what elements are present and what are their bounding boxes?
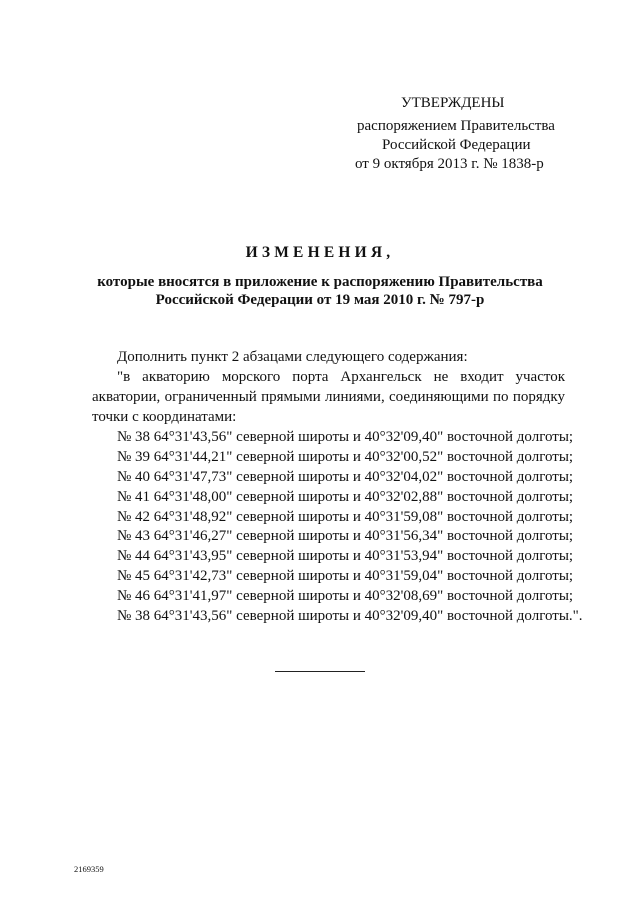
coordinate-line: № 46 64°31'41,97" северной широты и 40°32'08,69" восточной долготы; [117, 588, 574, 604]
coordinate-line: № 45 64°31'42,73" северной широты и 40°31'59,04" восточной долготы; [117, 568, 574, 584]
paragraph-line-3: точки с координатами: [92, 409, 237, 425]
approval-line-3: от 9 октября 2013 г. № 1838-р [355, 156, 544, 172]
coordinate-line: № 41 64°31'48,00" северной широты и 40°32'02,88" восточной долготы; [117, 489, 574, 505]
coordinate-line: № 38 64°31'43,56" северной широты и 40°32'09,40" восточной долготы.". [117, 608, 583, 624]
approval-line-2: Российской Федерации [382, 137, 531, 153]
coordinate-line: № 43 64°31'46,27" северной широты и 40°31'56,34" восточной долготы; [117, 528, 574, 544]
coordinate-line: № 39 64°31'44,21" северной широты и 40°32'00,52" восточной долготы; [117, 449, 574, 465]
document-number: 2169359 [74, 864, 104, 874]
coordinate-line: № 44 64°31'43,95" северной широты и 40°31'53,94" восточной долготы; [117, 548, 574, 564]
approval-heading: УТВЕРЖДЕНЫ [401, 95, 505, 111]
document-subtitle-line-1: которые вносятся в приложение к распоряжению Правительства [97, 274, 543, 290]
paragraph-line-2: акватории, ограниченный прямыми линиями, соединяющими по порядку [92, 389, 565, 405]
document-title: ИЗМЕНЕНИЯ, [245, 244, 395, 261]
coordinate-line: № 42 64°31'48,92" северной широты и 40°31'59,08" восточной долготы; [117, 509, 574, 525]
coordinate-line: № 38 64°31'43,56" северной широты и 40°32'09,40" восточной долготы; [117, 429, 574, 445]
intro-sentence: Дополнить пункт 2 абзацами следующего содержания: [117, 349, 468, 365]
approval-line-1: распоряжением Правительства [357, 118, 555, 134]
separator-line [275, 671, 365, 672]
document-subtitle-line-2: Российской Федерации от 19 мая 2010 г. № 797-р [155, 292, 485, 308]
paragraph-line-1: "в акваторию морского порта Архангельск не входит участок [117, 369, 565, 385]
coordinate-line: № 40 64°31'47,73" северной широты и 40°32'04,02" восточной долготы; [117, 469, 574, 485]
